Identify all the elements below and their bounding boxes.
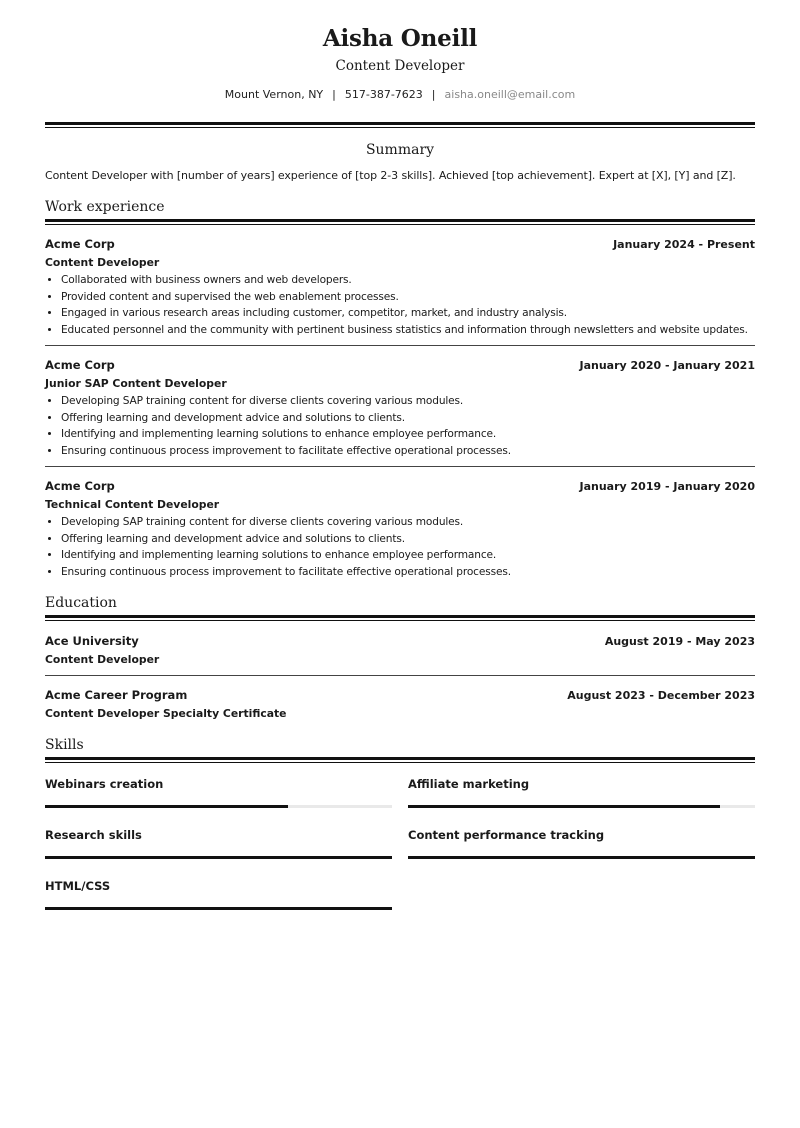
skill-level-bar: [45, 907, 392, 910]
list-item: • Developing SAP training content for diverse clients covering various modules.: [61, 393, 755, 410]
skill-level-bar: [408, 805, 755, 808]
education-dates: August 2023 - December 2023: [567, 689, 755, 702]
skill-name: Affiliate marketing: [408, 777, 530, 791]
email-link[interactable]: aisha.oneill@email.com: [444, 88, 576, 101]
list-item: • Ensuring continuous process improvement to facilitate effective operational processes.: [61, 443, 755, 460]
skill-level-bar: [408, 856, 755, 859]
job-role: Content Developer: [45, 256, 160, 269]
contact-line: [45, 88, 755, 102]
work-entry: [45, 346, 755, 467]
employment-dates: January 2020 - January 2021: [579, 359, 755, 372]
list-item: • Offering learning and development advice and solutions to clients.: [61, 531, 755, 548]
skill-name: Content performance tracking: [408, 828, 605, 842]
summary-text: Content Developer with [number of years] experience of [top 2-3 skills]. Achieved [top achievement]. Expert at [X], [Y] and [Z].: [45, 169, 736, 182]
skill-name: Research skills: [45, 828, 142, 842]
list-item: • Provided content and supervised the web enablement processes.: [61, 289, 755, 306]
skill-level-fill: [45, 805, 288, 808]
company-name: Acme Corp: [45, 479, 115, 493]
skill-item: [45, 822, 392, 873]
contact-separator: |: [332, 88, 336, 101]
list-item: • Collaborated with business owners and web developers.: [61, 272, 755, 289]
list-item: • Educated personnel and the community with pertinent business statistics and information through newsletters and website updates.: [61, 322, 755, 339]
skill-item: [408, 771, 755, 822]
job-role: Junior SAP Content Developer: [45, 377, 227, 390]
degree: Content Developer Specialty Certificate: [45, 707, 287, 720]
list-item: • Engaged in various research areas including customer, competitor, market, and industry analysis.: [61, 305, 755, 322]
skill-level-fill: [408, 805, 720, 808]
work-experience-heading: Work experience: [45, 199, 165, 215]
candidate-title: Content Developer: [335, 58, 465, 74]
skill-level-fill: [45, 856, 392, 859]
skill-level-fill: [45, 907, 392, 910]
job-role: Technical Content Developer: [45, 498, 220, 511]
employment-dates: January 2019 - January 2020: [579, 480, 755, 493]
list-item: • Offering learning and development advice and solutions to clients.: [61, 410, 755, 427]
skill-name: Webinars creation: [45, 777, 164, 791]
contact-separator: |: [431, 88, 436, 101]
responsibility-list: [45, 393, 755, 459]
company-name: Acme Corp: [45, 358, 115, 372]
skills-heading: Skills: [45, 737, 84, 753]
skill-item: [408, 822, 755, 873]
education-entry: [45, 676, 755, 722]
school-name: Acme Career Program: [45, 688, 188, 702]
skill-level-bar: [45, 856, 392, 859]
skill-name: HTML/CSS: [45, 879, 111, 893]
skill-item: [45, 771, 392, 822]
work-entry: [45, 225, 755, 346]
skill-level-bar: [45, 805, 392, 808]
list-item: • Developing SAP training content for diverse clients covering various modules.: [61, 514, 755, 531]
responsibility-list: [45, 514, 755, 580]
employment-dates: January 2024 - Present: [613, 238, 755, 251]
phone: 517-387-7623: [344, 88, 423, 101]
resume-page: [45, 0, 755, 924]
degree: Content Developer: [45, 653, 160, 666]
skills-grid: [45, 763, 755, 924]
candidate-name: Aisha Oneill: [322, 25, 478, 52]
list-item: • Ensuring continuous process improvement to facilitate effective operational processes.: [61, 564, 755, 581]
location: Mount Vernon, NY: [224, 88, 324, 101]
education-entry: [45, 621, 755, 676]
skill-item: [45, 873, 392, 924]
school-name: Ace University: [45, 634, 139, 648]
skill-level-fill: [408, 856, 755, 859]
work-entry: [45, 467, 755, 580]
list-item: • Identifying and implementing learning solutions to enhance employee performance.: [61, 547, 755, 564]
responsibility-list: [45, 272, 755, 338]
list-item: • Identifying and implementing learning solutions to enhance employee performance.: [61, 426, 755, 443]
company-name: Acme Corp: [45, 237, 115, 251]
education-dates: August 2019 - May 2023: [604, 635, 755, 648]
header-divider: [45, 122, 755, 128]
summary-heading: Summary: [365, 142, 435, 158]
education-heading: Education: [45, 595, 117, 611]
